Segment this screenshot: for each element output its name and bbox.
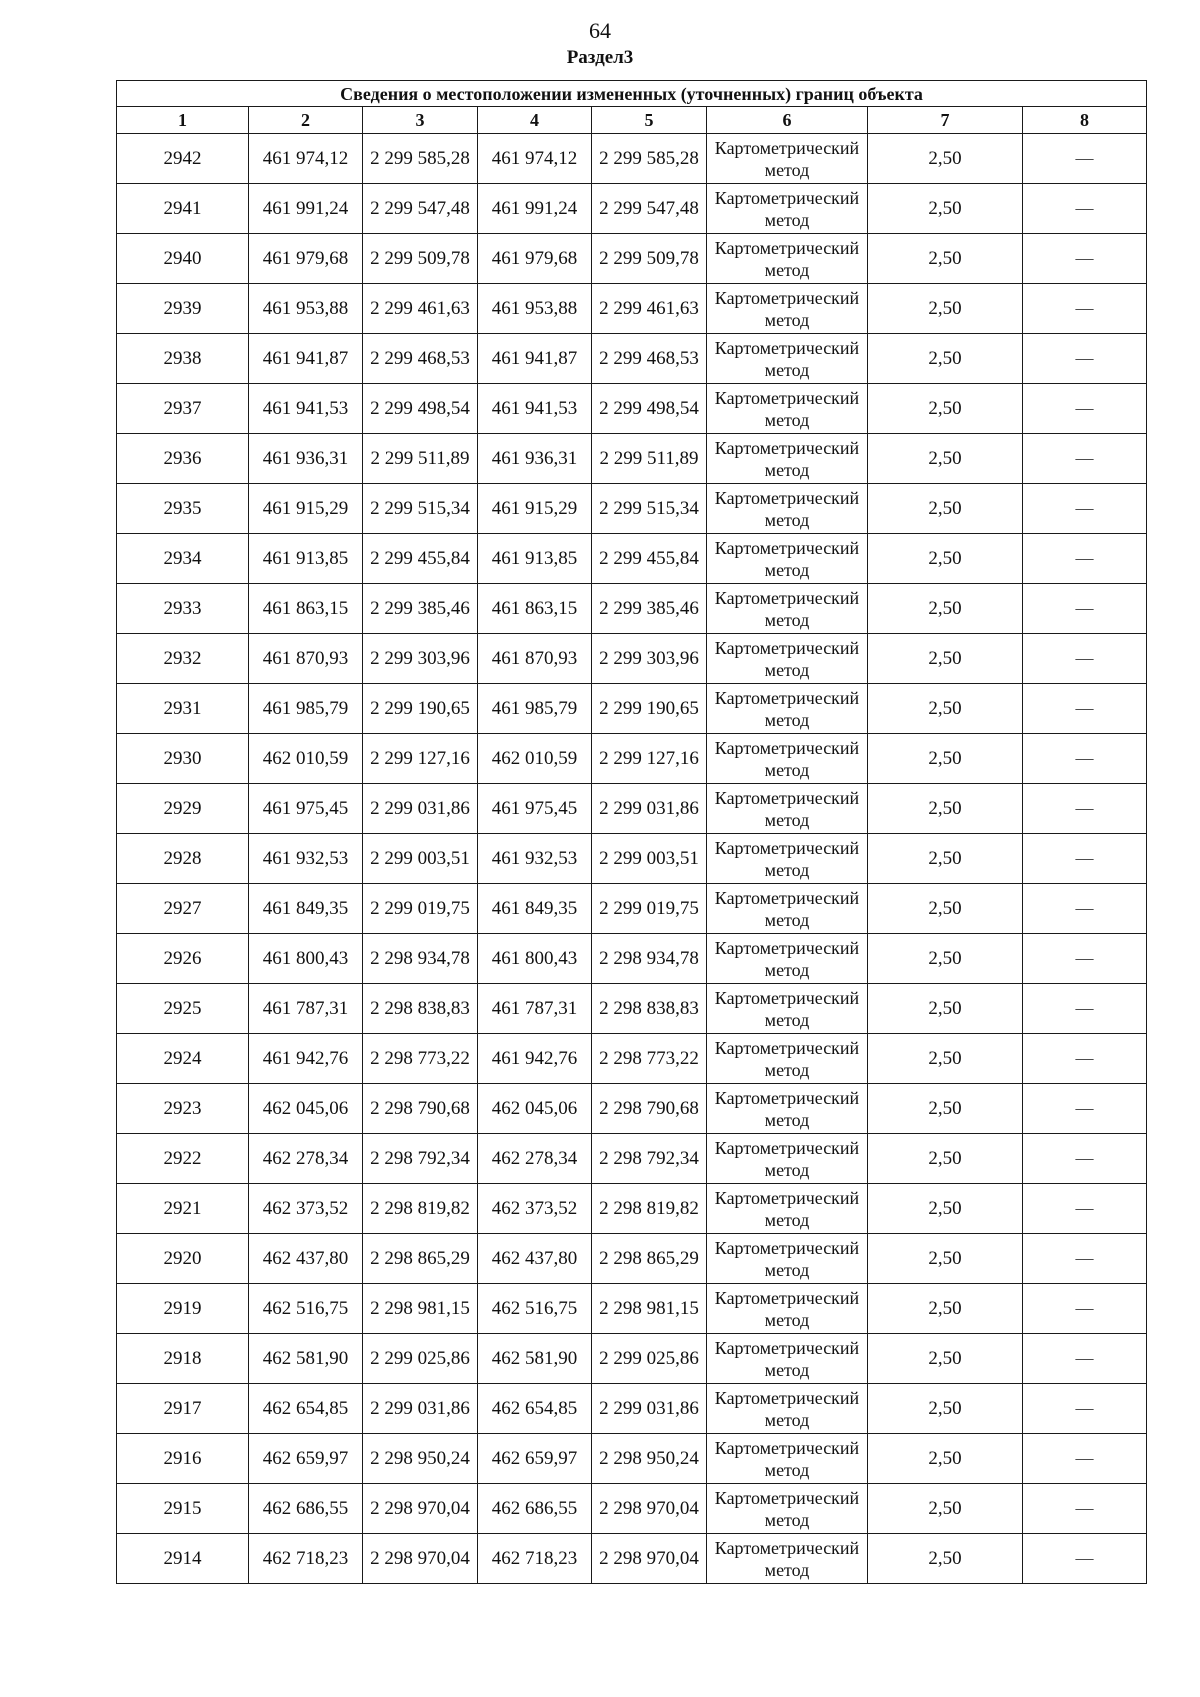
x-new-cell: 462 686,55: [478, 1484, 592, 1534]
table-body: [117, 134, 1147, 1584]
table-row: [117, 134, 1147, 184]
description-cell: —: [1023, 634, 1147, 684]
point-number-cell: 2932: [117, 634, 249, 684]
table-row: [117, 734, 1147, 784]
method-cell: Картометрический метод: [707, 834, 868, 884]
y-new-cell: 2 299 003,51: [592, 834, 707, 884]
method-cell: Картометрический метод: [707, 1384, 868, 1434]
y-old-cell: 2 298 970,04: [363, 1484, 478, 1534]
column-header: 1: [117, 107, 249, 134]
x-old-cell: 461 979,68: [249, 234, 363, 284]
method-cell: Картометрический метод: [707, 1434, 868, 1484]
x-new-cell: 461 800,43: [478, 934, 592, 984]
point-number-cell: 2917: [117, 1384, 249, 1434]
y-old-cell: 2 299 025,86: [363, 1334, 478, 1384]
x-new-cell: 462 659,97: [478, 1434, 592, 1484]
accuracy-cell: 2,50: [868, 1234, 1023, 1284]
table-row: [117, 884, 1147, 934]
description-cell: —: [1023, 834, 1147, 884]
description-cell: —: [1023, 1384, 1147, 1434]
method-cell: Картометрический метод: [707, 784, 868, 834]
x-old-cell: 461 991,24: [249, 184, 363, 234]
y-new-cell: 2 298 773,22: [592, 1034, 707, 1084]
x-old-cell: 461 787,31: [249, 984, 363, 1034]
description-cell: —: [1023, 684, 1147, 734]
x-new-cell: 461 849,35: [478, 884, 592, 934]
x-new-cell: 461 863,15: [478, 584, 592, 634]
column-header: 7: [868, 107, 1023, 134]
method-cell: Картометрический метод: [707, 334, 868, 384]
accuracy-cell: 2,50: [868, 934, 1023, 984]
accuracy-cell: 2,50: [868, 1384, 1023, 1434]
method-cell: Картометрический метод: [707, 1534, 868, 1584]
x-old-cell: 461 800,43: [249, 934, 363, 984]
x-new-cell: 461 941,87: [478, 334, 592, 384]
x-new-cell: 462 654,85: [478, 1384, 592, 1434]
y-new-cell: 2 299 385,46: [592, 584, 707, 634]
y-old-cell: 2 299 190,65: [363, 684, 478, 734]
column-header: 8: [1023, 107, 1147, 134]
x-old-cell: 461 941,53: [249, 384, 363, 434]
point-number-cell: 2915: [117, 1484, 249, 1534]
accuracy-cell: 2,50: [868, 634, 1023, 684]
x-old-cell: 462 010,59: [249, 734, 363, 784]
x-old-cell: 462 278,34: [249, 1134, 363, 1184]
y-old-cell: 2 298 934,78: [363, 934, 478, 984]
y-old-cell: 2 299 385,46: [363, 584, 478, 634]
description-cell: —: [1023, 484, 1147, 534]
point-number-cell: 2916: [117, 1434, 249, 1484]
table-row: [117, 1034, 1147, 1084]
point-number-cell: 2918: [117, 1334, 249, 1384]
y-new-cell: 2 298 838,83: [592, 984, 707, 1034]
x-old-cell: 461 849,35: [249, 884, 363, 934]
y-new-cell: 2 298 865,29: [592, 1234, 707, 1284]
method-cell: Картометрический метод: [707, 284, 868, 334]
y-new-cell: 2 299 468,53: [592, 334, 707, 384]
accuracy-cell: 2,50: [868, 1434, 1023, 1484]
column-header: 2: [249, 107, 363, 134]
x-new-cell: 462 045,06: [478, 1084, 592, 1134]
method-cell: Картометрический метод: [707, 384, 868, 434]
method-cell: Картометрический метод: [707, 1334, 868, 1384]
method-cell: Картометрический метод: [707, 1084, 868, 1134]
point-number-cell: 2933: [117, 584, 249, 634]
accuracy-cell: 2,50: [868, 1484, 1023, 1534]
y-old-cell: 2 298 970,04: [363, 1534, 478, 1584]
accuracy-cell: 2,50: [868, 884, 1023, 934]
method-cell: Картометрический метод: [707, 1134, 868, 1184]
table-row: [117, 984, 1147, 1034]
y-new-cell: 2 298 792,34: [592, 1134, 707, 1184]
x-new-cell: 461 991,24: [478, 184, 592, 234]
table-row: [117, 634, 1147, 684]
description-cell: —: [1023, 184, 1147, 234]
point-number-cell: 2936: [117, 434, 249, 484]
description-cell: —: [1023, 1534, 1147, 1584]
y-new-cell: 2 299 547,48: [592, 184, 707, 234]
accuracy-cell: 2,50: [868, 584, 1023, 634]
x-old-cell: 461 974,12: [249, 134, 363, 184]
method-cell: Картометрический метод: [707, 1234, 868, 1284]
table-header-row: [117, 107, 1147, 134]
description-cell: —: [1023, 984, 1147, 1034]
x-old-cell: 461 941,87: [249, 334, 363, 384]
y-new-cell: 2 298 790,68: [592, 1084, 707, 1134]
accuracy-cell: 2,50: [868, 1334, 1023, 1384]
table-row: [117, 584, 1147, 634]
description-cell: —: [1023, 1234, 1147, 1284]
y-old-cell: 2 298 790,68: [363, 1084, 478, 1134]
x-old-cell: 462 654,85: [249, 1384, 363, 1434]
table-row: [117, 1084, 1147, 1134]
x-old-cell: 462 686,55: [249, 1484, 363, 1534]
accuracy-cell: 2,50: [868, 334, 1023, 384]
table-row: [117, 1234, 1147, 1284]
point-number-cell: 2934: [117, 534, 249, 584]
method-cell: Картометрический метод: [707, 134, 868, 184]
method-cell: Картометрический метод: [707, 684, 868, 734]
y-old-cell: 2 299 031,86: [363, 784, 478, 834]
y-new-cell: 2 298 819,82: [592, 1184, 707, 1234]
x-old-cell: 461 870,93: [249, 634, 363, 684]
y-old-cell: 2 299 019,75: [363, 884, 478, 934]
description-cell: —: [1023, 934, 1147, 984]
method-cell: Картометрический метод: [707, 634, 868, 684]
accuracy-cell: 2,50: [868, 184, 1023, 234]
point-number-cell: 2927: [117, 884, 249, 934]
y-old-cell: 2 299 498,54: [363, 384, 478, 434]
table-row: [117, 1134, 1147, 1184]
section-title: Раздел3: [566, 47, 634, 68]
y-old-cell: 2 299 511,89: [363, 434, 478, 484]
x-new-cell: 461 870,93: [478, 634, 592, 684]
column-header: 3: [363, 107, 478, 134]
x-new-cell: 462 373,52: [478, 1184, 592, 1234]
method-cell: Картометрический метод: [707, 884, 868, 934]
accuracy-cell: 2,50: [868, 734, 1023, 784]
table-row: [117, 484, 1147, 534]
x-new-cell: 461 979,68: [478, 234, 592, 284]
table-row: [117, 1534, 1147, 1584]
method-cell: Картометрический метод: [707, 584, 868, 634]
table-row: [117, 1484, 1147, 1534]
point-number-cell: 2938: [117, 334, 249, 384]
table-row: [117, 1184, 1147, 1234]
accuracy-cell: 2,50: [868, 284, 1023, 334]
point-number-cell: 2937: [117, 384, 249, 434]
x-old-cell: 462 373,52: [249, 1184, 363, 1234]
accuracy-cell: 2,50: [868, 384, 1023, 434]
method-cell: Картометрический метод: [707, 184, 868, 234]
y-new-cell: 2 298 981,15: [592, 1284, 707, 1334]
accuracy-cell: 2,50: [868, 1034, 1023, 1084]
x-new-cell: 461 942,76: [478, 1034, 592, 1084]
y-old-cell: 2 299 515,34: [363, 484, 478, 534]
accuracy-cell: 2,50: [868, 434, 1023, 484]
description-cell: —: [1023, 1284, 1147, 1334]
x-old-cell: 461 913,85: [249, 534, 363, 584]
accuracy-cell: 2,50: [868, 984, 1023, 1034]
method-cell: Картометрический метод: [707, 1034, 868, 1084]
method-cell: Картометрический метод: [707, 234, 868, 284]
table-row: [117, 1434, 1147, 1484]
point-number-cell: 2919: [117, 1284, 249, 1334]
y-old-cell: 2 299 509,78: [363, 234, 478, 284]
x-new-cell: 461 975,45: [478, 784, 592, 834]
point-number-cell: 2923: [117, 1084, 249, 1134]
x-old-cell: 461 863,15: [249, 584, 363, 634]
x-new-cell: 461 915,29: [478, 484, 592, 534]
x-new-cell: 461 913,85: [478, 534, 592, 584]
y-new-cell: 2 299 515,34: [592, 484, 707, 534]
method-cell: Картометрический метод: [707, 434, 868, 484]
table-row: [117, 334, 1147, 384]
y-new-cell: 2 299 509,78: [592, 234, 707, 284]
accuracy-cell: 2,50: [868, 1284, 1023, 1334]
description-cell: —: [1023, 1034, 1147, 1084]
point-number-cell: 2941: [117, 184, 249, 234]
description-cell: —: [1023, 1184, 1147, 1234]
accuracy-cell: 2,50: [868, 1084, 1023, 1134]
description-cell: —: [1023, 584, 1147, 634]
accuracy-cell: 2,50: [868, 1184, 1023, 1234]
table-row: [117, 384, 1147, 434]
point-number-cell: 2931: [117, 684, 249, 734]
y-old-cell: 2 299 303,96: [363, 634, 478, 684]
x-new-cell: 461 787,31: [478, 984, 592, 1034]
method-cell: Картометрический метод: [707, 984, 868, 1034]
method-cell: Картометрический метод: [707, 534, 868, 584]
y-new-cell: 2 299 031,86: [592, 784, 707, 834]
point-number-cell: 2921: [117, 1184, 249, 1234]
x-new-cell: 461 936,31: [478, 434, 592, 484]
column-header: 5: [592, 107, 707, 134]
point-number-cell: 2920: [117, 1234, 249, 1284]
table-row: [117, 234, 1147, 284]
description-cell: —: [1023, 884, 1147, 934]
x-new-cell: 461 953,88: [478, 284, 592, 334]
method-cell: Картометрический метод: [707, 1184, 868, 1234]
x-old-cell: 461 936,31: [249, 434, 363, 484]
x-old-cell: 461 953,88: [249, 284, 363, 334]
y-new-cell: 2 299 031,86: [592, 1384, 707, 1434]
description-cell: —: [1023, 334, 1147, 384]
x-new-cell: 462 437,80: [478, 1234, 592, 1284]
description-cell: —: [1023, 134, 1147, 184]
y-old-cell: 2 299 547,48: [363, 184, 478, 234]
y-old-cell: 2 298 981,15: [363, 1284, 478, 1334]
table-row: [117, 284, 1147, 334]
y-new-cell: 2 298 970,04: [592, 1534, 707, 1584]
y-old-cell: 2 299 031,86: [363, 1384, 478, 1434]
y-new-cell: 2 298 934,78: [592, 934, 707, 984]
table-row: [117, 184, 1147, 234]
column-header: 4: [478, 107, 592, 134]
x-new-cell: 462 581,90: [478, 1334, 592, 1384]
method-cell: Картометрический метод: [707, 1484, 868, 1534]
table-row: [117, 934, 1147, 984]
y-new-cell: 2 299 019,75: [592, 884, 707, 934]
description-cell: —: [1023, 1434, 1147, 1484]
x-old-cell: 461 942,76: [249, 1034, 363, 1084]
x-new-cell: 462 278,34: [478, 1134, 592, 1184]
table-caption: Сведения о местоположении измененных (уточненных) границ объекта: [117, 81, 1147, 107]
y-new-cell: 2 299 461,63: [592, 284, 707, 334]
description-cell: —: [1023, 734, 1147, 784]
column-header: 6: [707, 107, 868, 134]
y-old-cell: 2 299 127,16: [363, 734, 478, 784]
y-new-cell: 2 299 127,16: [592, 734, 707, 784]
x-old-cell: 462 437,80: [249, 1234, 363, 1284]
table-row: [117, 1384, 1147, 1434]
x-old-cell: 461 985,79: [249, 684, 363, 734]
x-new-cell: 461 974,12: [478, 134, 592, 184]
x-new-cell: 462 010,59: [478, 734, 592, 784]
point-number-cell: 2935: [117, 484, 249, 534]
x-new-cell: 461 932,53: [478, 834, 592, 884]
table-row: [117, 434, 1147, 484]
description-cell: —: [1023, 234, 1147, 284]
point-number-cell: 2940: [117, 234, 249, 284]
table-row: [117, 684, 1147, 734]
description-cell: —: [1023, 1334, 1147, 1384]
point-number-cell: 2922: [117, 1134, 249, 1184]
y-old-cell: 2 298 865,29: [363, 1234, 478, 1284]
x-old-cell: 461 915,29: [249, 484, 363, 534]
accuracy-cell: 2,50: [868, 534, 1023, 584]
x-old-cell: 462 045,06: [249, 1084, 363, 1134]
y-old-cell: 2 299 461,63: [363, 284, 478, 334]
y-new-cell: 2 298 950,24: [592, 1434, 707, 1484]
point-number-cell: 2924: [117, 1034, 249, 1084]
boundary-coordinates-table: [116, 80, 1147, 1584]
accuracy-cell: 2,50: [868, 684, 1023, 734]
x-new-cell: 461 985,79: [478, 684, 592, 734]
accuracy-cell: 2,50: [868, 484, 1023, 534]
description-cell: —: [1023, 1084, 1147, 1134]
accuracy-cell: 2,50: [868, 784, 1023, 834]
y-old-cell: 2 299 455,84: [363, 534, 478, 584]
point-number-cell: 2928: [117, 834, 249, 884]
description-cell: —: [1023, 384, 1147, 434]
accuracy-cell: 2,50: [868, 834, 1023, 884]
description-cell: —: [1023, 534, 1147, 584]
y-new-cell: 2 299 303,96: [592, 634, 707, 684]
accuracy-cell: 2,50: [868, 234, 1023, 284]
table-row: [117, 834, 1147, 884]
y-old-cell: 2 299 468,53: [363, 334, 478, 384]
y-old-cell: 2 298 838,83: [363, 984, 478, 1034]
table-row: [117, 1284, 1147, 1334]
point-number-cell: 2925: [117, 984, 249, 1034]
x-old-cell: 461 975,45: [249, 784, 363, 834]
x-old-cell: 462 659,97: [249, 1434, 363, 1484]
method-cell: Картометрический метод: [707, 734, 868, 784]
y-new-cell: 2 299 190,65: [592, 684, 707, 734]
table-row: [117, 534, 1147, 584]
table-row: [117, 1334, 1147, 1384]
point-number-cell: 2939: [117, 284, 249, 334]
page-number: 64: [589, 18, 611, 43]
y-new-cell: 2 298 970,04: [592, 1484, 707, 1534]
y-old-cell: 2 299 003,51: [363, 834, 478, 884]
method-cell: Картометрический метод: [707, 1284, 868, 1334]
y-old-cell: 2 299 585,28: [363, 134, 478, 184]
y-new-cell: 2 299 511,89: [592, 434, 707, 484]
method-cell: Картометрический метод: [707, 934, 868, 984]
description-cell: —: [1023, 784, 1147, 834]
y-new-cell: 2 299 585,28: [592, 134, 707, 184]
x-old-cell: 462 581,90: [249, 1334, 363, 1384]
accuracy-cell: 2,50: [868, 1134, 1023, 1184]
table-caption-row: [117, 81, 1147, 107]
accuracy-cell: 2,50: [868, 1534, 1023, 1584]
method-cell: Картометрический метод: [707, 484, 868, 534]
x-old-cell: 462 516,75: [249, 1284, 363, 1334]
description-cell: —: [1023, 434, 1147, 484]
y-old-cell: 2 298 773,22: [363, 1034, 478, 1084]
y-old-cell: 2 298 819,82: [363, 1184, 478, 1234]
table-row: [117, 784, 1147, 834]
x-new-cell: 461 941,53: [478, 384, 592, 434]
point-number-cell: 2929: [117, 784, 249, 834]
description-cell: —: [1023, 1484, 1147, 1534]
point-number-cell: 2942: [117, 134, 249, 184]
description-cell: —: [1023, 284, 1147, 334]
y-new-cell: 2 299 455,84: [592, 534, 707, 584]
x-new-cell: 462 718,23: [478, 1534, 592, 1584]
description-cell: —: [1023, 1134, 1147, 1184]
x-new-cell: 462 516,75: [478, 1284, 592, 1334]
point-number-cell: 2926: [117, 934, 249, 984]
point-number-cell: 2914: [117, 1534, 249, 1584]
y-old-cell: 2 298 950,24: [363, 1434, 478, 1484]
x-old-cell: 461 932,53: [249, 834, 363, 884]
accuracy-cell: 2,50: [868, 134, 1023, 184]
y-new-cell: 2 299 025,86: [592, 1334, 707, 1384]
x-old-cell: 462 718,23: [249, 1534, 363, 1584]
y-new-cell: 2 299 498,54: [592, 384, 707, 434]
y-old-cell: 2 298 792,34: [363, 1134, 478, 1184]
point-number-cell: 2930: [117, 734, 249, 784]
